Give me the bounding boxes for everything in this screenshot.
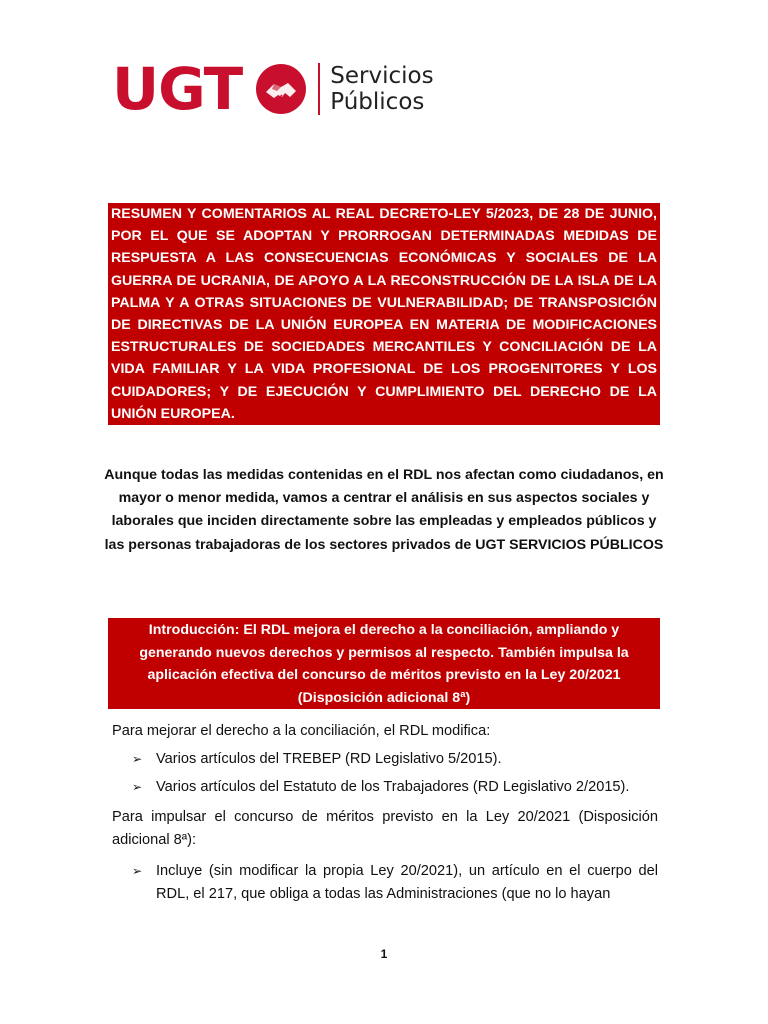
logo-ugt-text: UGT <box>112 55 243 123</box>
introduction-box: Introducción: El RDL mejora el derecho a la conciliación, ampliando y generando nuevos derechos y permisos al respecto. También impulsa la aplicación efectiva del concurso de méritos previsto en la Ley 20/2021 (Disposición adicional 8ª) <box>108 618 660 709</box>
summary-paragraph: Aunque todas las medidas contenidas en el RDL nos afectan como ciudadanos, en mayor o menor medida, vamos a centrar el análisis en sus aspectos sociales y laborales que inciden directamente sobre las empleadas y empleados públicos y las personas trabajadoras de los sectores privados de UGT SERVICIOS PÚBLICOS <box>104 467 664 553</box>
bullet-text: Incluye (sin modificar la propia Ley 20/2021), un artículo en el cuerpo del RDL, el 217, que obliga a todas las Administraciones (que no lo hayan <box>156 863 658 902</box>
logo-wordmark <box>330 63 433 115</box>
logo-line-1: Servicios <box>330 63 434 89</box>
merit-contest-paragraph: Para impulsar el concurso de méritos previsto en la Ley 20/2021 (Disposición adicional 8ª): <box>112 809 658 848</box>
arrow-bullet-icon: ➢ <box>132 780 143 794</box>
logo-line-2: Públicos <box>330 89 425 115</box>
list-item <box>132 776 658 799</box>
arrow-bullet-icon: ➢ <box>132 752 143 766</box>
conciliation-paragraph: Para mejorar el derecho a la conciliación, el RDL modifica: <box>112 723 491 739</box>
arrow-bullet-icon: ➢ <box>132 864 143 878</box>
conciliation-bullet-list <box>132 748 658 804</box>
list-item <box>132 748 658 771</box>
handshake-icon <box>254 62 308 116</box>
merit-contest-bullet-list <box>132 860 658 906</box>
page-number: 1 <box>380 947 388 961</box>
bullet-text: Varios artículos del Estatuto de los Trabajadores (RD Legislativo 2/2015). <box>156 779 630 795</box>
bullet-text: Varios artículos del TREBEP (RD Legislativo 5/2015). <box>156 751 502 767</box>
logo-divider <box>318 63 320 115</box>
document-title-box: RESUMEN Y COMENTARIOS AL REAL DECRETO-LEY 5/2023, DE 28 DE JUNIO, POR EL QUE SE ADOPTAN Y PRORROGAN DETERMINADAS MEDIDAS DE RESPUESTA A LAS CONSECUENCIAS ECONÓMICAS Y SOCIALES DE LA GUERRA DE UCRANIA, DE APOYO A LA RECONSTRUCCIÓN DE LA ISLA DE LA PALMA Y A OTRAS SITUACIONES DE VULNERABILIDAD; DE TRANSPOSICIÓN DE DIRECTIVAS DE LA UNIÓN EUROPEA EN MATERIA DE MODIFICACIONES ESTRUCTURALES DE SOCIEDADES MERCANTILES Y CONCILIACIÓN DE LA VIDA FAMILIAR Y LA VIDA PROFESIONAL DE LOS PROGENITORES Y LOS CUIDADORES; Y DE EJECUCIÓN Y CUMPLIMIENTO DEL DERECHO DE LA UNIÓN EUROPEA. <box>108 203 660 425</box>
list-item <box>132 860 658 906</box>
ugt-logo <box>112 55 434 123</box>
